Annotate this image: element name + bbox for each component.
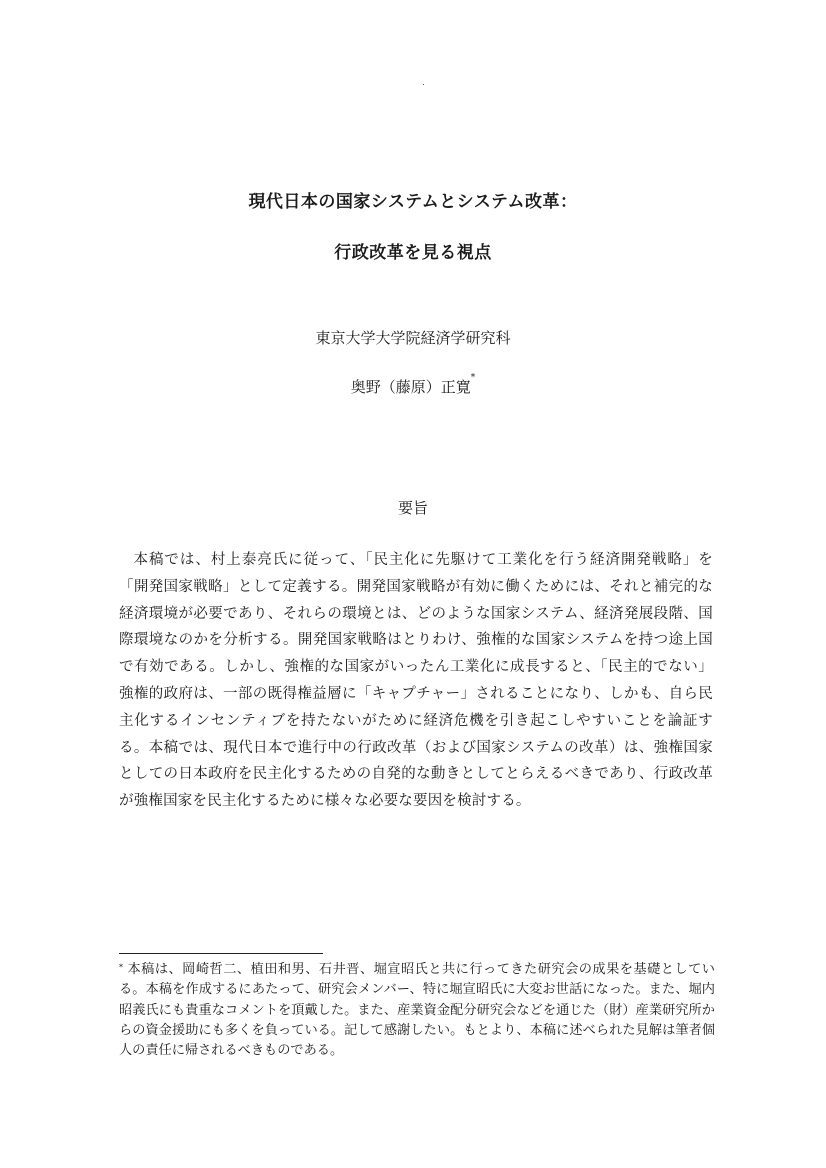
paper-title-line2: 行政改革を見る視点: [334, 243, 492, 263]
author-affiliation: 東京大学大学院経済学研究科: [315, 329, 511, 347]
abstract-heading: 要旨: [397, 499, 428, 517]
page-speck: [423, 84, 424, 85]
author-name: 奥野（藤原）正寛: [350, 378, 471, 396]
author-footnote-mark: *: [470, 373, 476, 383]
footnote-divider: [119, 953, 323, 954]
footnote-text: 本稿は、岡崎哲二、植田和男、石井晋、堀宣昭氏と共に行ってきた研究会の成果を基礎としている。本稿を作成するにあたって、研究会メンバー、特に堀宣昭氏に大変お世話になった。また、堀内昭義氏にも貴重なコメントを頂戴した。また、産業資金配分研究会などを通じた（財）産業研究所からの資金援助にも多くを負っている。記して感謝したい。もとより、本稿に述べられた見解は筆者個人の責任に帰されるべきものである。: [119, 962, 715, 1059]
author-line: [0, 373, 826, 397]
paper-title-line1: 現代日本の国家システムとシステム改革：: [248, 192, 578, 212]
abstract-body: 本稿では、村上泰亮氏に従って、「民主化に先駆けて工業化を行う経済開発戦略」を「開発国家戦略」として定義する。開発国家戦略が有効に働くためには、それと補完的な経済環境が必要であり、それらの環境とは、どのような国家システム、経済発展段階、国際環境なのかを分析する。開発国家戦略はとりわけ、強権的な国家システムを持つ途上国で有効である。しかし、強権的な国家がいったん工業化に成長すると、「民主的でない」強権的政府は、一部の既得権益層に「キャプチャー」されることになり、しかも、自ら民主化するインセンティブを持たないがために経済危機を引き起こしやすいことを論証する。本稿では、現代日本で進行中の行政改革（および国家システムの改革）は、強権国家としての日本政府を民主化するための自発的な動きとしてとらえるべきであり、行政改革が強権国家を民主化するために様々な必要な要因を検討する。: [119, 552, 713, 810]
footnote: [119, 960, 715, 1061]
footnote-mark: *: [119, 963, 123, 972]
